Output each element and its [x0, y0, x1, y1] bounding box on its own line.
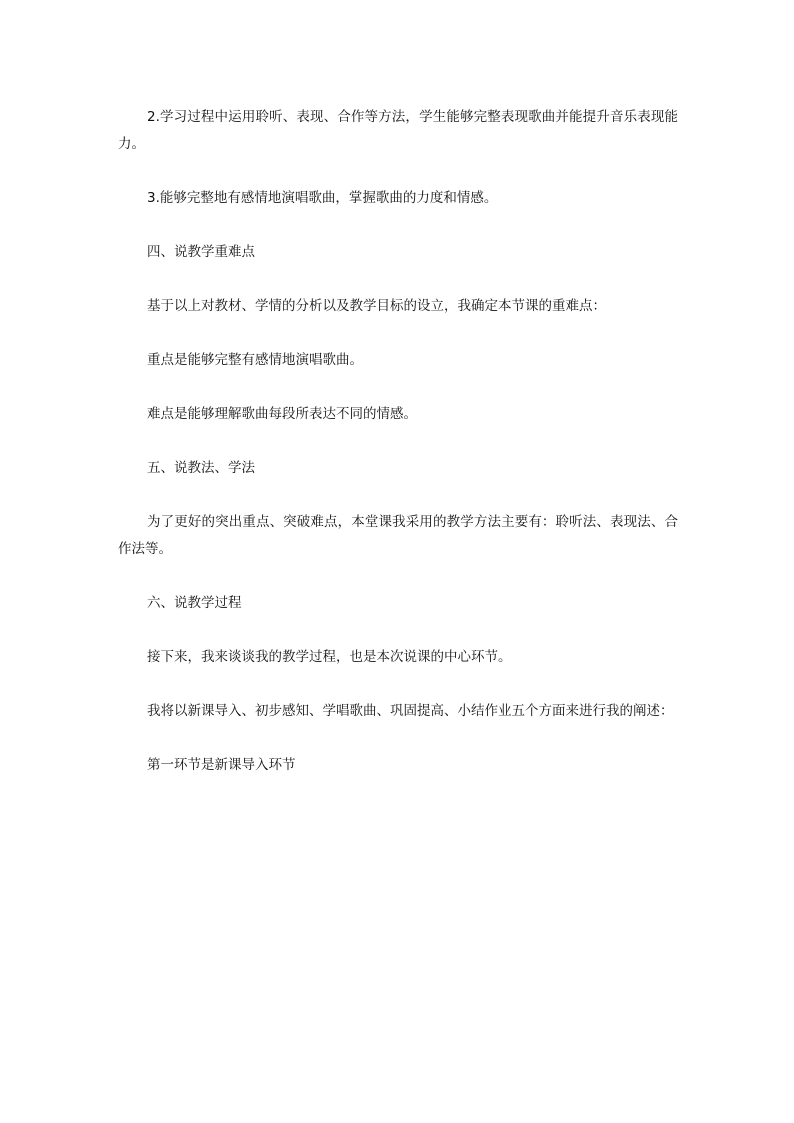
- paragraph-learning-process: 2.学习过程中运用聆听、表现、合作等方法，学生能够完整表现歌曲并能提升音乐表现能力。: [118, 109, 678, 152]
- paragraph-key-point: 重点是能够完整有感情地演唱歌曲。: [147, 352, 363, 368]
- heading-teaching-process: 六、说教学过程: [147, 595, 242, 611]
- heading-teaching-methods: 五、说教法、学法: [147, 460, 255, 476]
- paragraph-first-stage: 第一环节是新课导入环节: [147, 757, 296, 773]
- paragraph-teaching-methods: 为了更好的突出重点、突破难点，本堂课我采用的教学方法主要有：聆听法、表现法、合作法等。: [118, 514, 678, 557]
- paragraph-key-points-intro: 基于以上对教材、学情的分析以及教学目标的设立，我确定本节课的重难点：: [147, 298, 606, 314]
- heading-key-difficult-points: 四、说教学重难点: [147, 244, 255, 260]
- paragraph-five-aspects: 我将以新课导入、初步感知、学唱歌曲、巩固提高、小结作业五个方面来进行我的阐述：: [147, 703, 674, 719]
- document-body: [118, 104, 678, 806]
- paragraph-sing-with-emotion: 3.能够完整地有感情地演唱歌曲，掌握歌曲的力度和情感。: [147, 190, 498, 206]
- paragraph-difficult-point: 难点是能够理解歌曲每段所表达不同的情感。: [147, 406, 417, 422]
- paragraph-process-intro: 接下来，我来谈谈我的教学过程，也是本次说课的中心环节。: [147, 649, 512, 665]
